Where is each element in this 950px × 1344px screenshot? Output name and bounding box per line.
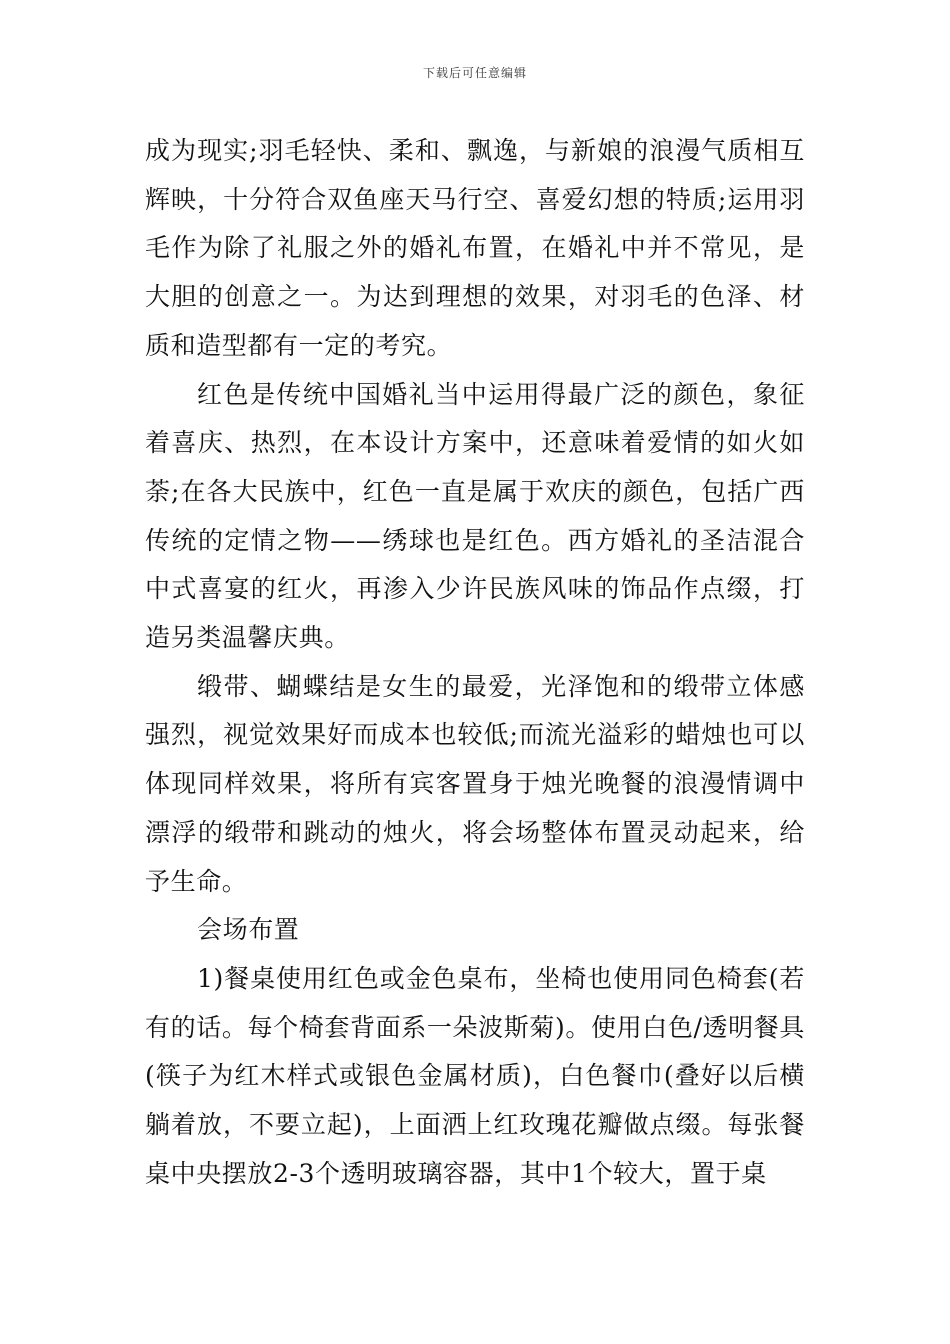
paragraph-feathers: 成为现实;羽毛轻快、柔和、飘逸，与新娘的浪漫气质相互辉映，十分符合双鱼座天马行空、喜爱幻想的特质;运用羽毛作为除了礼服之外的婚礼布置，在婚礼中并不常见，是大胆的创意之一。为达到理想的效果，对羽毛的色泽、材质和造型都有一定的考究。 [145,136,805,360]
paragraph-table-setup: 1)餐桌使用红色或金色桌布，坐椅也使用同色椅套(若有的话。每个椅套背面系一朵波斯菊)。使用白色/透明餐具(筷子为红木样式或银色金属材质)，白色餐巾(叠好以后横躺着放，不要立起)，上面洒上红玫瑰花瓣做点缀。每张餐桌中央摆放2-3个透明玻璃容器，其中1个较大，置于桌 [145,963,805,1188]
paragraph-ribbons: 缎带、蝴蝶结是女生的最爱，光泽饱和的缎带立体感强烈，视觉效果好而成本也较低;而流光溢彩的蜡烛也可以体现同样效果，将所有宾客置身于烛光晚餐的浪漫情调中漂浮的缎带和跳动的烛火，将会场整体布置灵动起来，给予生命。 [145,671,805,896]
section-heading-venue: 会场布置 [197,915,300,945]
page-header: 下载后可任意编辑 [422,66,527,80]
paragraph-red-color: 红色是传统中国婚礼当中运用得最广泛的颜色，象征着喜庆、热烈，在本设计方案中，还意味着爱情的如火如荼;在各大民族中，红色一直是属于欢庆的颜色，包括广西传统的定情之物——绣球也是红色。西方婚礼的圣洁混合中式喜宴的红火，再渗入少许民族风味的饰品作点缀，打造另类温馨庆典。 [145,379,805,653]
document-body [145,127,805,1198]
